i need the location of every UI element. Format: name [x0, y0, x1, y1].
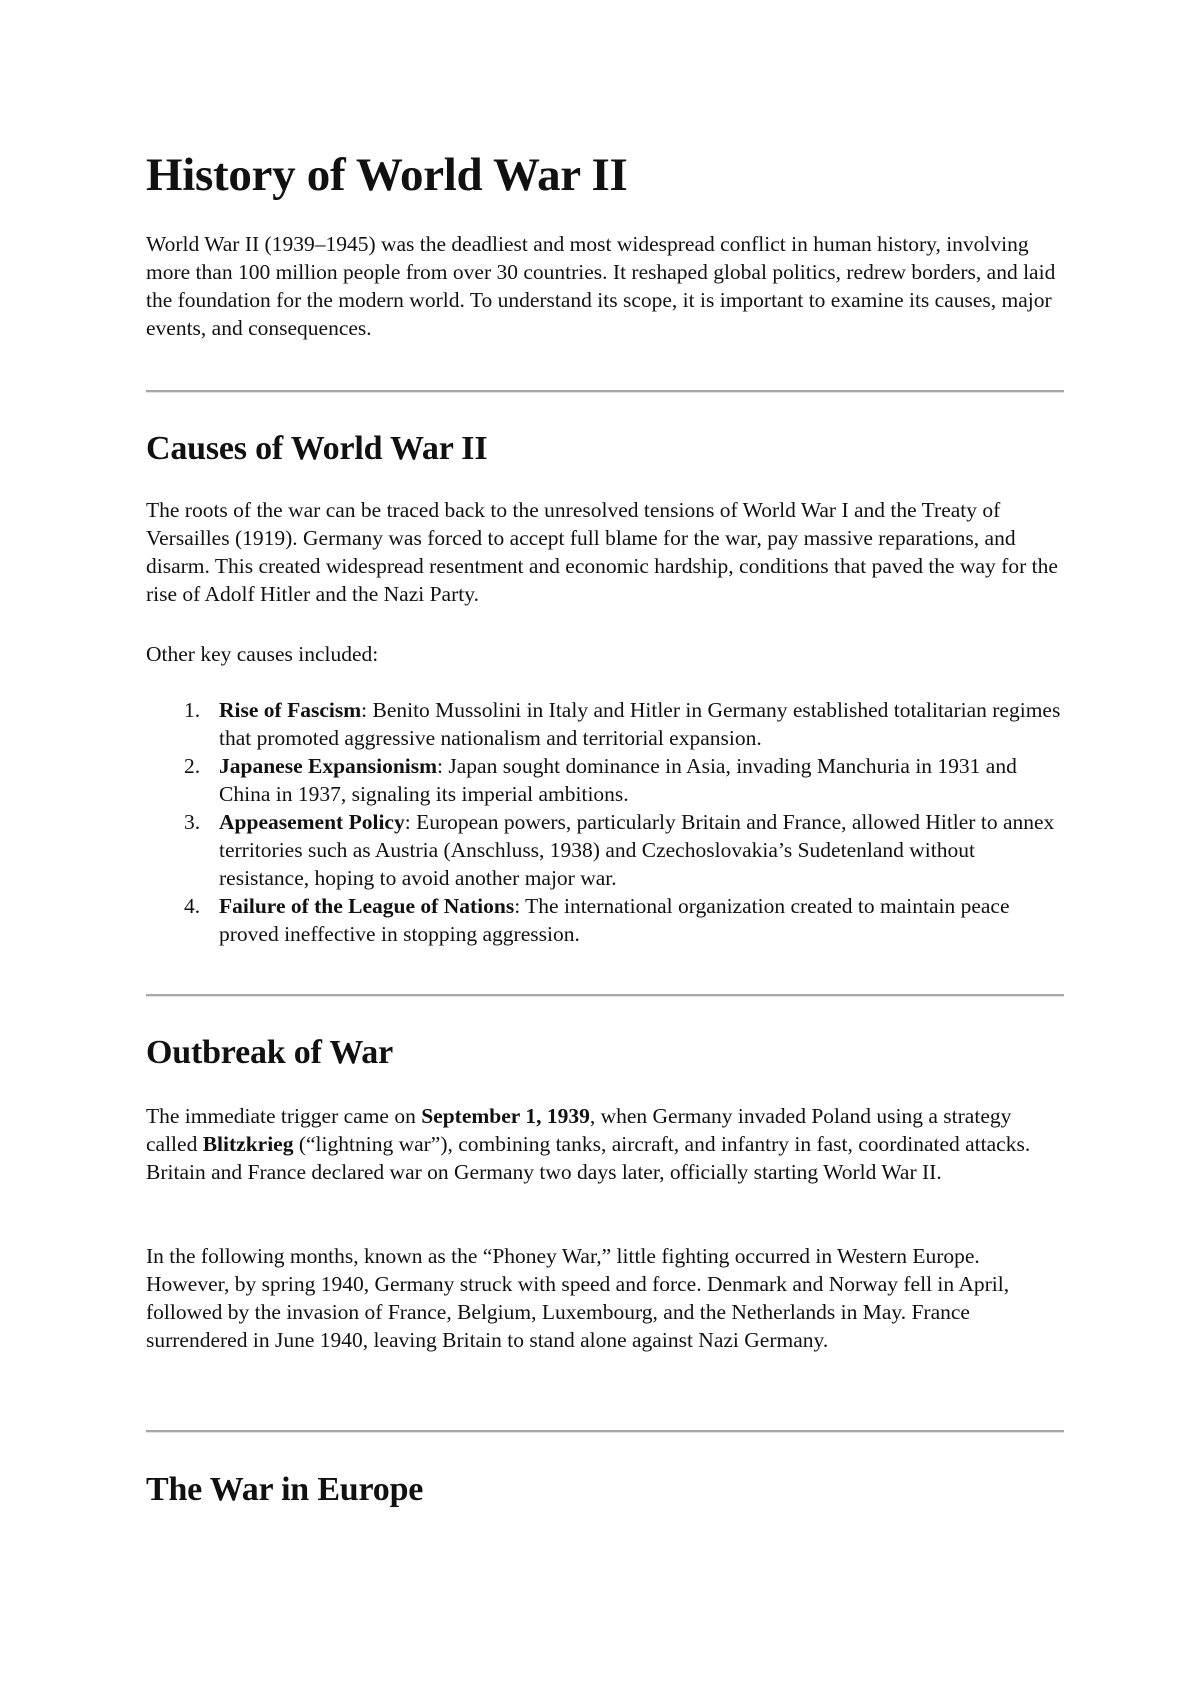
page-title: History of World War II — [146, 149, 628, 201]
section-divider-1 — [146, 390, 1064, 393]
list-item-text: : The international organization created to maintain peace proved ineffective in stopping aggression. — [219, 894, 1010, 946]
outbreak-text: (“lightning war”), combining tanks, aircraft, and infantry in fast, coordinated attacks. Britain and France declared war on Germany two days later, officially starting World War II. — [146, 1132, 1031, 1184]
causes-heading: Causes of World War II — [146, 430, 488, 467]
list-item-term: Rise of Fascism — [219, 698, 362, 722]
outbreak-date: September 1, 1939 — [421, 1104, 590, 1128]
outbreak-paragraph-1 — [146, 1102, 1064, 1186]
list-item-number: 2. — [184, 754, 201, 778]
causes-paragraph: The roots of the war can be traced back to the unresolved tensions of World War I and the Treaty of Versailles (1919). Germany was forced to accept full blame for the war, pay massive reparations, and disarm. This created widespread resentment and economic hardship, conditions that paved the way for the rise of Adolf Hitler and the Nazi Party. — [146, 498, 1058, 606]
list-item-text: : Benito Mussolini in Italy and Hitler in Germany established totalitarian regimes that promoted aggressive nationalism and territorial expansion. — [219, 698, 1061, 750]
list-item-number: 3. — [184, 810, 201, 834]
causes-list-intro: Other key causes included: — [146, 642, 379, 666]
list-item-text: : Japan sought dominance in Asia, invading Manchuria in 1931 and China in 1937, signaling its imperial ambitions. — [219, 754, 1017, 806]
list-item-term: Failure of the League of Nations — [219, 894, 515, 918]
causes-list — [146, 696, 1064, 948]
list-item — [146, 696, 1064, 752]
list-item — [146, 892, 1064, 948]
section-divider-2 — [146, 994, 1064, 997]
outbreak-heading: Outbreak of War — [146, 1034, 393, 1071]
list-item — [146, 808, 1064, 892]
list-item-term: Japanese Expansionism — [219, 754, 438, 778]
outbreak-term: Blitzkrieg — [202, 1132, 294, 1156]
outbreak-text: , when Germany invaded Poland using a strategy called — [146, 1104, 1012, 1156]
list-item-term: Appeasement Policy — [219, 810, 405, 834]
outbreak-text: The immediate trigger came on — [146, 1104, 422, 1128]
outbreak-paragraph-2: In the following months, known as the “Phoney War,” little fighting occurred in Western Europe. However, by spring 1940, Germany struck with speed and force. Denmark and Norway fell in April, followed by the invasion of France, Belgium, Luxembourg, and the Netherlands in May. France surrendered in June 1940, leaving Britain to stand alone against Nazi Germany. — [146, 1244, 1010, 1352]
intro-paragraph: World War II (1939–1945) was the deadliest and most widespread conflict in human history, involving more than 100 million people from over 30 countries. It reshaped global politics, redrew borders, and laid the foundation for the modern world. To understand its scope, it is important to examine its causes, major events, and consequences. — [146, 232, 1056, 340]
list-item-number: 1. — [184, 698, 201, 722]
list-item-number: 4. — [184, 894, 201, 918]
section-divider-3 — [146, 1430, 1064, 1433]
list-item — [146, 752, 1064, 808]
europe-heading: The War in Europe — [146, 1471, 424, 1508]
list-item-text: : European powers, particularly Britain and France, allowed Hitler to annex territories such as Austria (Anschluss, 1938) and Czechoslovakia’s Sudetenland without resistance, hoping to avoid another major war. — [219, 810, 1055, 890]
